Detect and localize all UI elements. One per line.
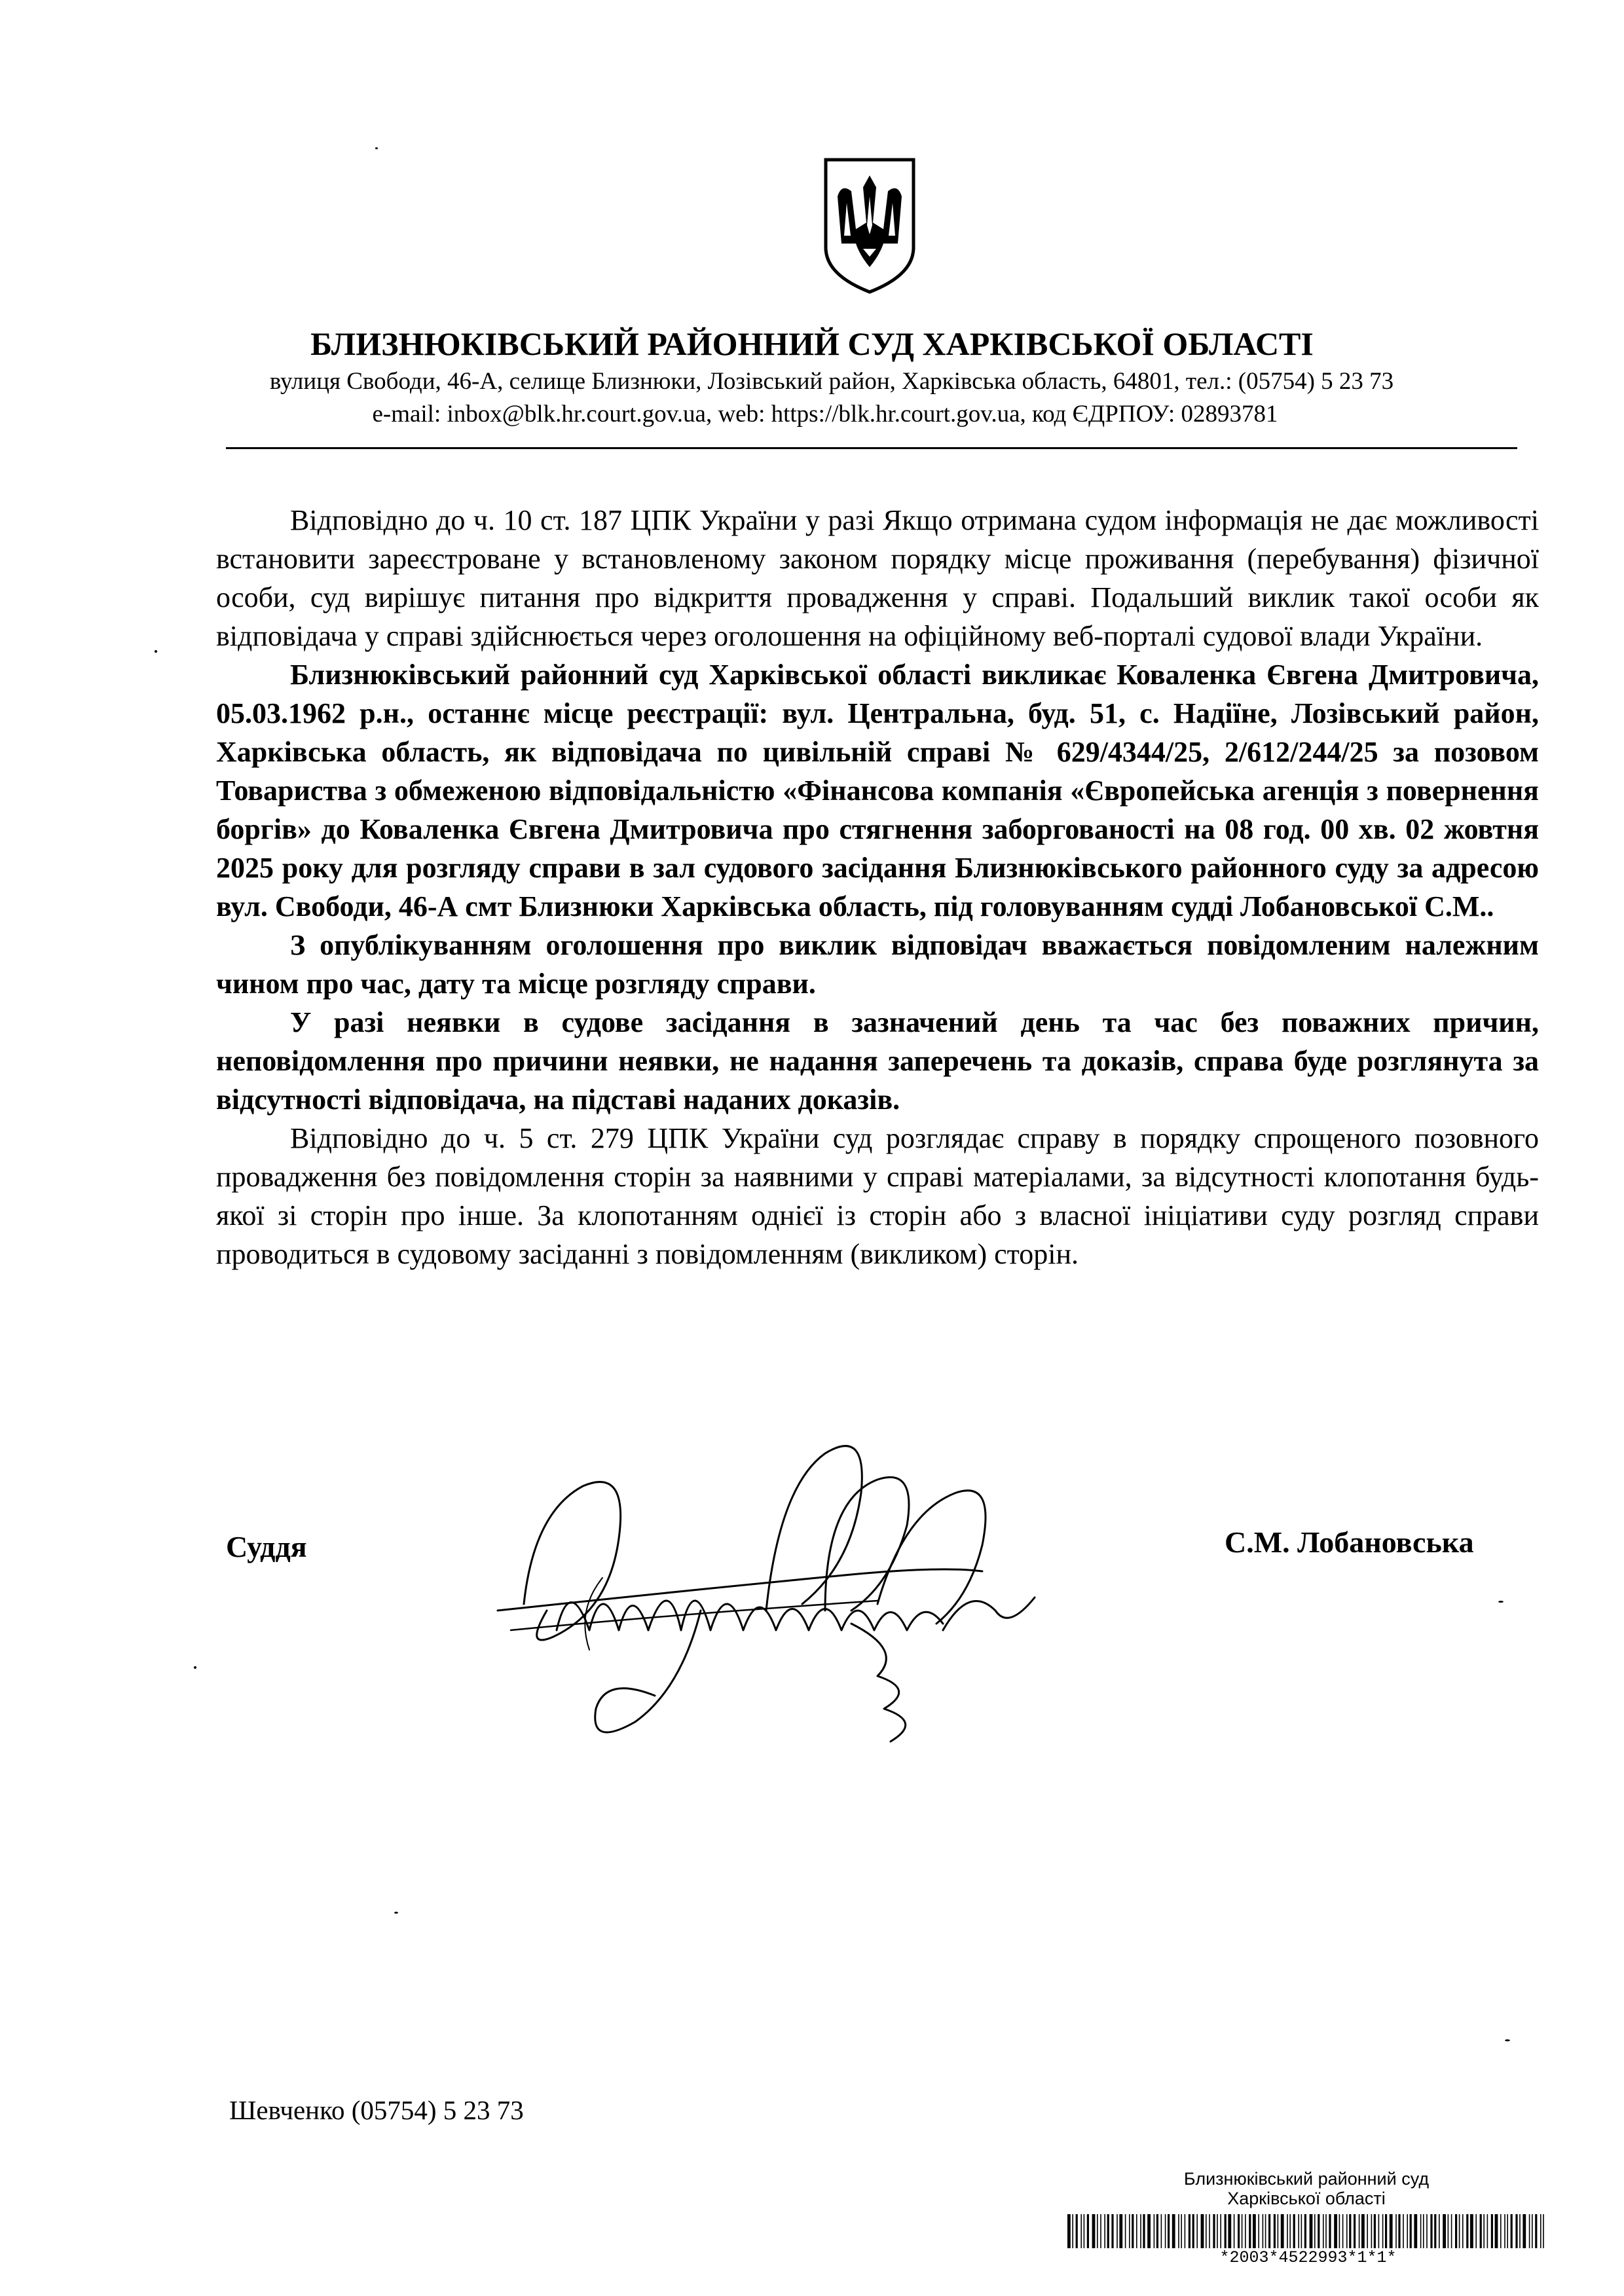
- registry-stamp-region: Харківської області: [1227, 2189, 1386, 2208]
- barcode-bar: [1329, 2214, 1331, 2248]
- barcode-bar: [1213, 2214, 1215, 2248]
- barcode-bar: [1522, 2214, 1526, 2248]
- barcode-bar: [1420, 2214, 1422, 2248]
- barcode-bar: [1258, 2214, 1259, 2248]
- barcode-bar: [1100, 2214, 1101, 2248]
- barcode-bar: [1097, 2214, 1098, 2248]
- signer-name: С.М. Лобановська: [1225, 1525, 1474, 1559]
- barcode-bar: [1278, 2214, 1279, 2248]
- barcode-bar: [1385, 2214, 1387, 2248]
- barcode-bar: [1228, 2214, 1231, 2248]
- barcode-bar: [1410, 2214, 1412, 2248]
- barcode-bar: [1334, 2214, 1337, 2248]
- barcode-bar: [1265, 2214, 1266, 2248]
- barcode-bar: [1439, 2214, 1440, 2248]
- barcode-bar: [1487, 2214, 1488, 2248]
- court-contacts: e-mail: inbox@blk.hr.court.gov.ua, web: https://blk.hr.court.gov.ua, код ЄДРПОУ: 02893781: [372, 401, 1278, 428]
- barcode-bar: [1136, 2214, 1137, 2248]
- barcode-bar: [1263, 2214, 1264, 2248]
- paragraph-publication-notice: З опублікуванням оголошення про виклик відповідач вважається повідомленим належним чином про час, дату та місце розгляду справи.: [216, 929, 1539, 1000]
- scan-speck: [1498, 1601, 1504, 1603]
- barcode-bar: [1414, 2214, 1417, 2248]
- barcode-bar: [1289, 2214, 1291, 2248]
- scan-speck: [394, 1912, 398, 1914]
- barcode-bar: [1116, 2214, 1118, 2248]
- barcode-bar: [1225, 2214, 1227, 2248]
- barcode-bar: [1504, 2214, 1505, 2248]
- barcode-bar: [1072, 2214, 1073, 2248]
- barcode-bar: [1242, 2214, 1243, 2248]
- barcode-bar: [1249, 2214, 1251, 2248]
- barcode-bar: [1245, 2214, 1246, 2248]
- barcode-bar: [1087, 2214, 1089, 2248]
- barcode-bar: [1140, 2214, 1141, 2248]
- barcode-bar: [1107, 2214, 1109, 2248]
- barcode-bar: [1129, 2214, 1130, 2248]
- court-name-heading: БЛИЗНЮКІВСЬКИЙ РАЙОННИЙ СУД ХАРКІВСЬКОЇ ОБЛАСТІ: [310, 325, 1314, 362]
- barcode-bar: [1540, 2214, 1541, 2248]
- barcode-bar: [1451, 2214, 1452, 2248]
- barcode-bar: [1339, 2214, 1340, 2248]
- barcode-bar: [1426, 2214, 1428, 2248]
- barcode-bar: [1371, 2214, 1373, 2248]
- barcode-bar: [1398, 2214, 1400, 2248]
- barcode-bar: [1495, 2214, 1498, 2248]
- barcode-bar: [1178, 2214, 1179, 2248]
- barcode-bar: [1147, 2214, 1151, 2248]
- barcode-bar: [1403, 2214, 1404, 2248]
- barcode-bar: [1143, 2214, 1145, 2248]
- barcode-bar: [1076, 2214, 1078, 2248]
- barcode-bar: [1483, 2214, 1485, 2248]
- barcode-bar: [1462, 2214, 1464, 2248]
- barcode-number: *2003*4522993*1*1*: [1219, 2248, 1397, 2267]
- barcode-bar: [1067, 2214, 1071, 2248]
- barcode-bar: [1154, 2214, 1155, 2248]
- court-address: вулиця Свободи, 46-А, селище Близнюки, Лозівський район, Харківська область, 64801, тел.: (05754) 5 23 73: [269, 368, 1394, 395]
- notice-body: [216, 501, 1539, 1273]
- barcode-bar: [1491, 2214, 1493, 2248]
- barcode-bar: [1185, 2214, 1186, 2248]
- handwritten-signature: [485, 1414, 1166, 1781]
- barcode-bar: [1395, 2214, 1397, 2248]
- barcode-bar: [1346, 2214, 1348, 2248]
- barcode-bar: [1430, 2214, 1432, 2248]
- barcode-bar: [1314, 2214, 1316, 2248]
- barcode-bar: [1119, 2214, 1122, 2248]
- barcode-bar: [1443, 2214, 1446, 2248]
- barcode-bar: [1310, 2214, 1313, 2248]
- barcode-bar: [1209, 2214, 1210, 2248]
- barcode-bar: [1459, 2214, 1460, 2248]
- barcode-bar: [1298, 2214, 1299, 2248]
- barcode-bar: [1080, 2214, 1082, 2248]
- paragraph-summons: Близнюківський районний суд Харківської області викликає Коваленка Євгена Дмитровича, 05.03.1962 р.н., останнє місце реєстрації: вул. Центральна, буд. 51, с. Надіїне, Лозівський район, Харківська область, як відповідача по цивільній справі № 629/4344/25, 2/612/244/25 за позовом Товариства з обмеженою відповідальністю «Фінансова компанія «Європейська агенція з повернення боргів» до Коваленка Євгена Дмитровича про стягнення заборгованості на 08 год. 00 хв. 02 жовтня 2025 року для розгляду справи в зал судового засідання Близнюківського районного суду за адресою вул. Свободи, 46-А смт Близнюки Харківська область, під головуванням судді Лобановської С.М..: [216, 659, 1539, 922]
- barcode-bar: [1201, 2214, 1204, 2248]
- barcode-bar: [1217, 2214, 1218, 2248]
- scan-speck: [1505, 2039, 1510, 2041]
- barcode-bar: [1480, 2214, 1482, 2248]
- barcode-bar: [1470, 2214, 1473, 2248]
- barcode-bar: [1234, 2214, 1235, 2248]
- barcode-bar: [1238, 2214, 1240, 2248]
- barcode-bar: [1125, 2214, 1126, 2248]
- barcode-bar: [1423, 2214, 1424, 2248]
- registry-stamp-court: Близнюківський районний суд: [1183, 2169, 1430, 2189]
- executor-contact: Шевченко (05754) 5 23 73: [229, 2095, 524, 2125]
- barcode-bar: [1349, 2214, 1351, 2248]
- barcode-bar: [1515, 2214, 1517, 2248]
- barcode-bar: [1156, 2214, 1158, 2248]
- trident-coat-of-arms-icon: [821, 157, 919, 295]
- barcode-bar: [1161, 2214, 1162, 2248]
- barcode-bar: [1367, 2214, 1368, 2248]
- barcode-bar: [1181, 2214, 1182, 2248]
- barcode-bar: [1301, 2214, 1302, 2248]
- registry-barcode: [1067, 2214, 1549, 2248]
- barcode-bar: [1361, 2214, 1365, 2248]
- signer-role: Суддя: [226, 1530, 307, 1563]
- barcode-bar: [1448, 2214, 1449, 2248]
- barcode-bar: [1304, 2214, 1306, 2248]
- barcode-bar: [1382, 2214, 1384, 2248]
- barcode-bar: [1281, 2214, 1284, 2248]
- barcode-bar: [1104, 2214, 1105, 2248]
- barcode-bar: [1543, 2214, 1544, 2248]
- barcode-bar: [1535, 2214, 1537, 2248]
- barcode-bar: [1196, 2214, 1198, 2248]
- barcode-bar: [1172, 2214, 1175, 2248]
- barcode-bar: [1253, 2214, 1256, 2248]
- barcode-bar: [1374, 2214, 1376, 2248]
- barcode-bar: [1092, 2214, 1096, 2248]
- barcode-bar: [1475, 2214, 1477, 2248]
- barcode-bar: [1407, 2214, 1408, 2248]
- barcode-bar: [1287, 2214, 1288, 2248]
- barcode-bar: [1532, 2214, 1533, 2248]
- barcode-bar: [1434, 2214, 1436, 2248]
- barcode-bar: [1359, 2214, 1360, 2248]
- paragraph-absence-consequences: У разі неявки в судове засідання в зазначений день та час без поважних причин, неповідомлення про причини неявки, не надання заперечень та доказів, справа буде розглянута за відсутності відповідача, на підставі наданих доказів.: [216, 1006, 1539, 1116]
- scan-speck: [375, 147, 378, 149]
- barcode-bar: [1354, 2214, 1356, 2248]
- barcode-bar: [1084, 2214, 1085, 2248]
- barcode-bar: [1192, 2214, 1194, 2248]
- barcode-bar: [1390, 2214, 1393, 2248]
- barcode-bar: [1455, 2214, 1457, 2248]
- header-divider: [226, 447, 1517, 449]
- barcode-bar: [1507, 2214, 1508, 2248]
- barcode-bar: [1500, 2214, 1502, 2248]
- barcode-bar: [1323, 2214, 1324, 2248]
- barcode-bar: [1132, 2214, 1134, 2248]
- barcode-bar: [1220, 2214, 1221, 2248]
- barcode-bar: [1529, 2214, 1530, 2248]
- scan-speck: [194, 1666, 196, 1669]
- barcode-bar: [1189, 2214, 1190, 2248]
- paragraph-legal-basis: Відповідно до ч. 10 ст. 187 ЦПК України у разі Якщо отримана судом інформація не дає можливості встановити зареєстроване у встановленому законом порядку місце проживання (перебування) фізичної особи, суд вирішує питання про відкриття провадження у справі. Подальший виклик такої особи як відповідача у справі здійснюється через оголошення на офіційному веб-порталі судової влади України.: [216, 504, 1539, 652]
- barcode-bar: [1165, 2214, 1166, 2248]
- barcode-bar: [1318, 2214, 1320, 2248]
- barcode-bar: [1274, 2214, 1276, 2248]
- barcode-bar: [1293, 2214, 1295, 2248]
- barcode-bar: [1519, 2214, 1521, 2248]
- barcode-bar: [1325, 2214, 1327, 2248]
- barcode-bar: [1168, 2214, 1170, 2248]
- barcode-bar: [1378, 2214, 1380, 2248]
- barcode-bar: [1206, 2214, 1207, 2248]
- paragraph-simplified-procedure: Відповідно до ч. 5 ст. 279 ЦПК України суд розглядає справу в порядку спрощеного позовного провадження без повідомлення сторін за наявними у справі матеріалами, за відсутності клопотання будь-якої зі сторін про інше. За клопотанням однієї із сторін або з власної ініціативи суду розгляд справи проводиться в судовому засіданні з повідомленням (викликом) сторін.: [216, 1122, 1539, 1270]
- barcode-bar: [1466, 2214, 1468, 2248]
- barcode-bar: [1342, 2214, 1344, 2248]
- scan-speck: [155, 650, 157, 653]
- barcode-bar: [1111, 2214, 1113, 2248]
- barcode-bar: [1511, 2214, 1513, 2248]
- barcode-bar: [1268, 2214, 1270, 2248]
